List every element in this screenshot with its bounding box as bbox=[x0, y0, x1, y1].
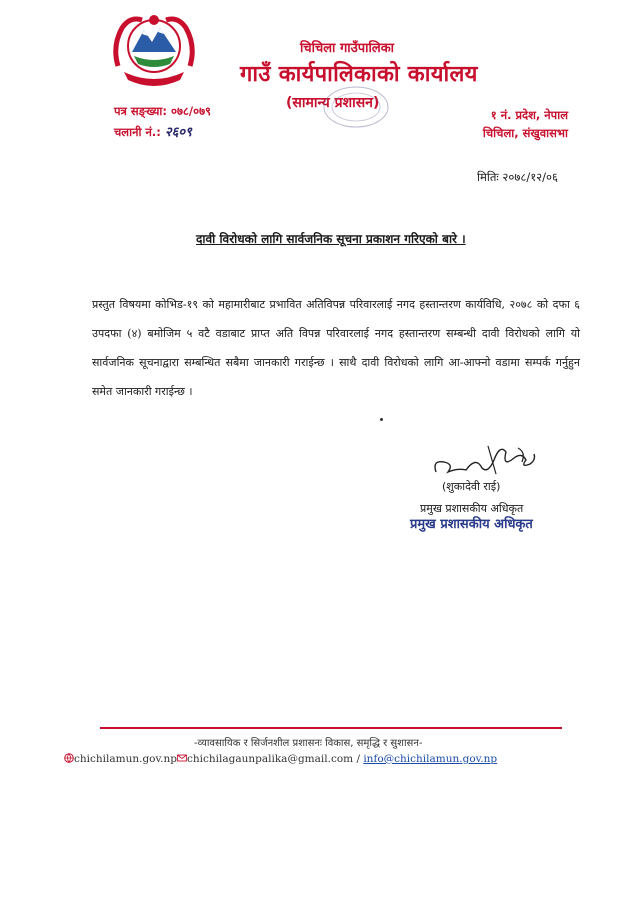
globe-icon bbox=[64, 753, 74, 763]
title-stamp: प्रमुख प्रशासकीय अधिकृत bbox=[410, 517, 533, 532]
website-link[interactable]: chichilamun.gov.np bbox=[74, 753, 177, 765]
body-paragraph: प्रस्तुत विषयमा कोभिड-१९ को महामारीबाट प्रभावित अतिविपन्न परिवारलाई नगद हस्तान्तरण कार्यविधि, २०७८ को दफा ६ उपदफा (४) बमोजिम ५ वटै वडाबाट प्राप्त अति विपन्न परिवारलाई नगद हस्तान्तरण सम्बन्धी दावी विरोधको लागि यो सार्वजनिक सूचनाद्वारा सम्बन्धित सबैमा जानकारी गराईन्छ । साथै दावी विरोधको लागि आ-आफ्नो वडामा सम्पर्क गर्नुहुन समेत जानकारी गराईन्छ । bbox=[92, 298, 580, 398]
footer-slogan: -व्यावसायिक र सिर्जनशील प्रशासनः विकास, समृद्धि र सुशासन- bbox=[194, 738, 423, 749]
official-email-link[interactable]: info@chichilamun.gov.np bbox=[363, 753, 498, 765]
signatory-title: प्रमुख प्रशासकीय अधिकृत bbox=[420, 502, 524, 515]
nepal-emblem-icon bbox=[108, 6, 200, 92]
gmail-address[interactable]: chichilagaunpalika@gmail.com bbox=[187, 753, 354, 765]
ink-dot bbox=[380, 418, 383, 421]
office-name-line1: चिचिला गाउँपालिका bbox=[300, 41, 395, 56]
subject-line: दावी विरोधको लागि सार्वजनिक सूचना प्रकाशन गरिएको बारे । bbox=[196, 232, 466, 246]
chalani-value: २६०९ bbox=[164, 125, 192, 140]
contact-separator: / bbox=[353, 753, 364, 765]
letter-date: मितिः २०७८/१२/०६ bbox=[477, 170, 558, 184]
letter-number: पत्र सङ्ख्या: ०७८/०७९ bbox=[114, 104, 212, 118]
office-name-line2: गाउँ कार्यपालिकाको कार्यालय bbox=[240, 62, 478, 87]
signature-icon bbox=[430, 438, 540, 482]
signatory-name: (शुकादेवी राई) bbox=[442, 480, 501, 493]
footer-divider bbox=[100, 727, 562, 729]
address-line: चिचिला, संखुवासभा bbox=[482, 126, 568, 140]
mail-icon bbox=[177, 753, 187, 763]
office-name-line3: (सामान्य प्रशासन) bbox=[286, 95, 380, 111]
chalani-number bbox=[114, 122, 192, 140]
province-line: १ नं. प्रदेश, नेपाल bbox=[490, 108, 568, 122]
chalani-label: चलानी नं.: bbox=[114, 125, 161, 139]
footer-contact bbox=[64, 753, 497, 765]
office-stamp-icon bbox=[322, 84, 390, 130]
